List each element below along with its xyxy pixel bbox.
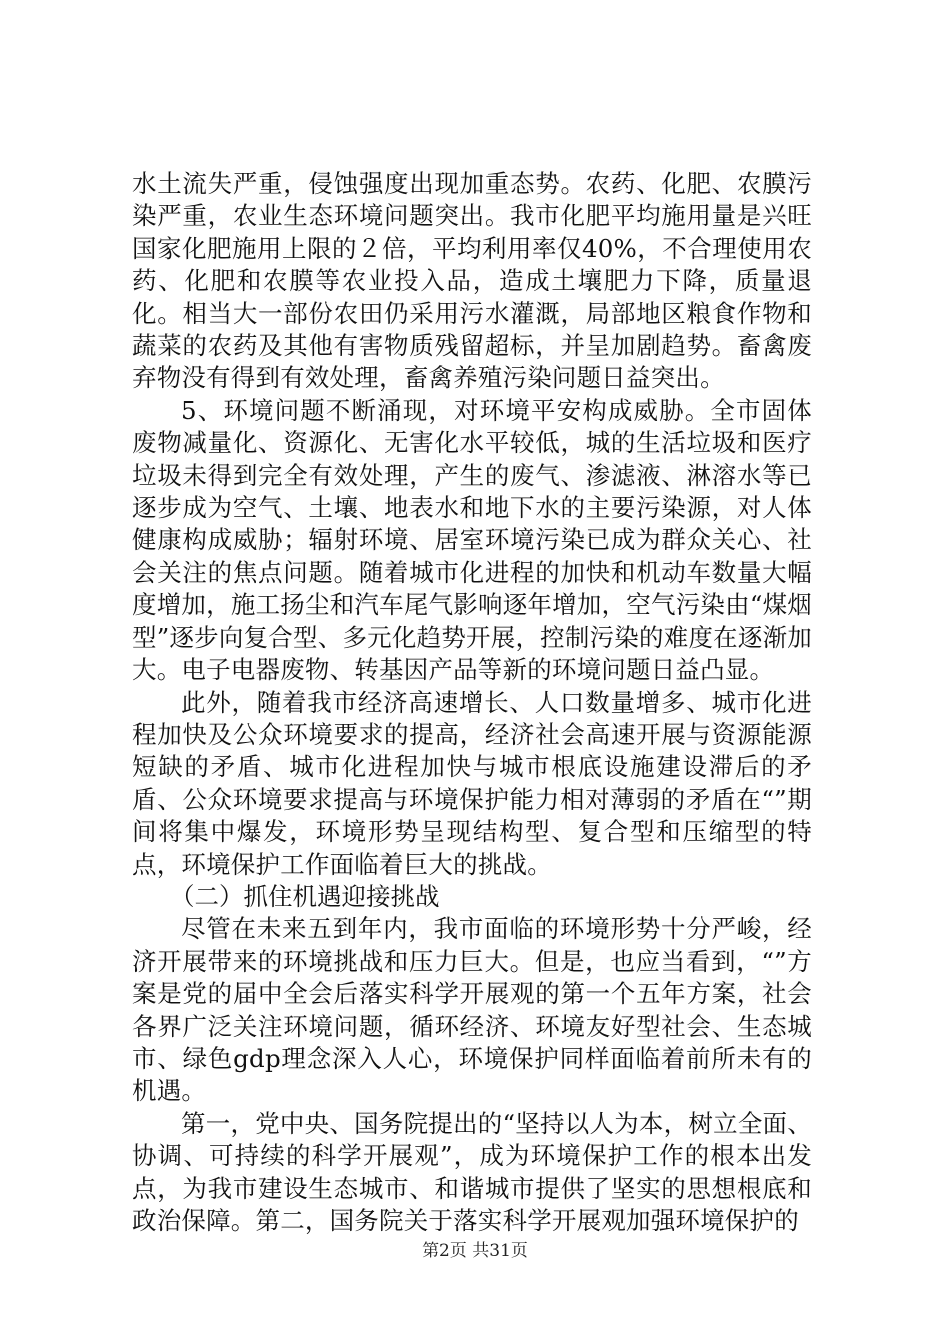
section-heading-opportunities: （二）抓住机遇迎接挑战 <box>170 881 440 911</box>
paragraph-environment-problems: 5、环境问题不断涌现，对环境平安构成威胁。全市固体废物减量化、资源化、无害化水平较低，城的生活垃圾和医疗垃圾未得到完全有效处理，产生的废气、渗滤液、淋溶水等已逐步成为空气、土壤、地表水和地下水的主要污染源，对人体健康构成威胁；辐射环境、居室环境污染已成为群众关心、社会关注的焦点问题。随着城市化进程的加快和机动车数量大幅度增加，施工扬尘和汽车尾气影响逐年增加，空气污染由“煤烟型”逐步向复合型、多元化趋势开展，控制污染的难度在逐渐加大。电子电器废物、转基因产品等新的环境问题日益凸显。 <box>132 395 812 685</box>
paragraph-first-second: 第一，党中央、国务院提出的“坚持以人为本，树立全面、协调、可持续的科学开展观”，成为环境保护工作的根本出发点，为我市建设生态城市、和谐城市提供了坚实的思想根底和政治保障。第二，国务院关于落实科学开展观加强环境保护的 <box>132 1108 812 1235</box>
document-body <box>132 168 812 1237</box>
paragraph-agriculture-pollution: 水土流失严重，侵蚀强度出现加重态势。农药、化肥、农膜污染严重，农业生态环境问题突出。我市化肥平均施用量是兴旺国家化肥施用上限的２倍，平均利用率仅40%，不合理使用农药、化肥和农膜等农业投入品，造成土壤肥力下降，质量退化。相当大一部份农田仍采用污水灌溉，局部地区粮食作物和蔬菜的农药及其他有害物质残留超标，并呈加剧趋势。畜禽废弃物没有得到有效处理，畜禽养殖污染问题日益突出。 <box>132 169 812 393</box>
paragraph-opportunities: 尽管在未来五到年内，我市面临的环境形势十分严峻，经济开展带来的环境挑战和压力巨大。但是，也应当看到，“”方案是党的届中全会后落实科学开展观的第一个五年方案，社会各界广泛关注环境问题，循环经济、环境友好型社会、生态城市、绿色gdp理念深入人心，环境保护同样面临着前所未有的机遇。 <box>132 914 812 1106</box>
paragraph-challenges: 此外，随着我市经济高速增长、人口数量增多、城市化进程加快及公众环境要求的提高，经济社会高速开展与资源能源短缺的矛盾、城市化进程加快与城市根底设施建设滞后的矛盾、公众环境要求提高与环境保护能力相对薄弱的矛盾在“”期间将集中爆发，环境形势呈现结构型、复合型和压缩型的特点，环境保护工作面临着巨大的挑战。 <box>132 687 812 879</box>
page-footer: 第2页 共31页 <box>422 1241 528 1261</box>
